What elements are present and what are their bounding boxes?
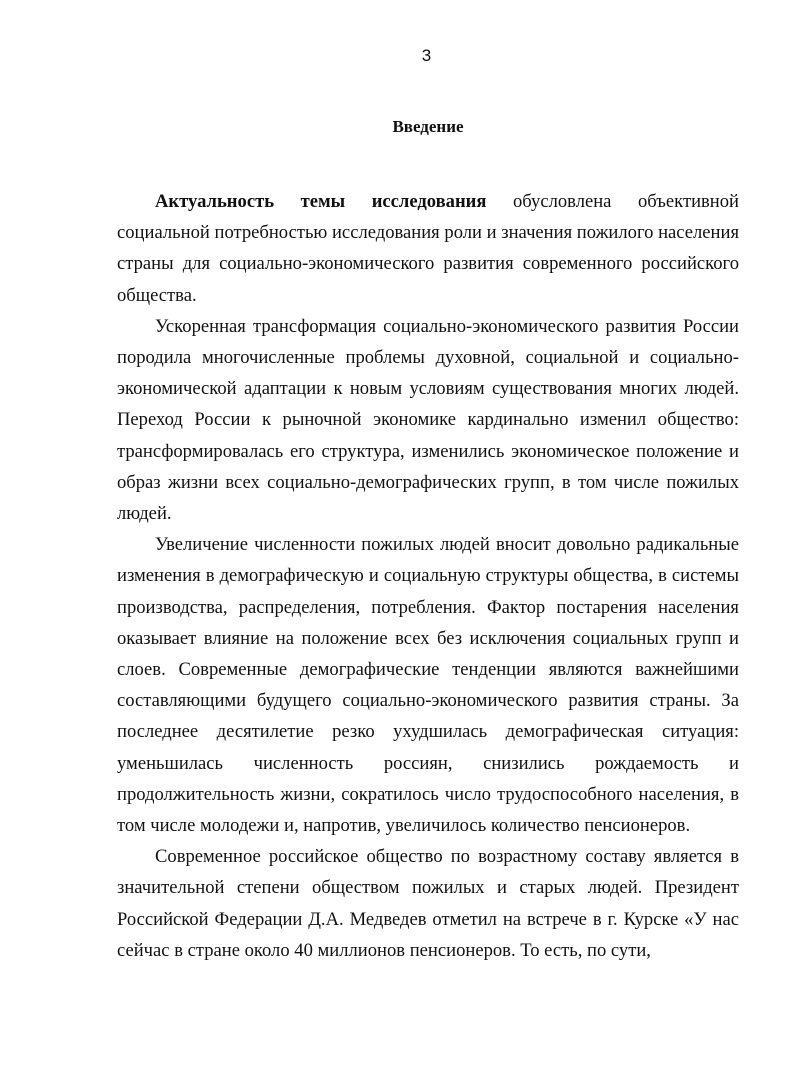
paragraph-transformation: Ускоренная трансформация социально-экономического развития России породила многочисленные проблемы духовной, социальной и социально-экономической адаптации к новым условиям существования многих людей. Переход России к рыночной экономике кардинально изменил общество: трансформировалась его структура, изменились экономическое положение и образ жизни всех социально-демографических групп, в том числе пожилых людей.	[117, 315, 739, 525]
page-number: 3	[421, 46, 432, 65]
paragraph-demographics: Увеличение численности пожилых людей вносит довольно радикальные изменения в демографическую и социальную структуры общества, в системы производства, распределения, потребления. Фактор постарения населения оказывает влияние на положение всех без исключения социальных групп и слоев. Современные демографические тенденции являются важнейшими составляющими будущего социально-экономического развития страны. За последнее десятилетие резко ухудшилась демографическая ситуация: уменьшилась численность россиян, снизились рождаемость и продолжительность жизни, сократилось число трудоспособного населения, в том числе молодежи и, напротив, увеличилось количество пенсионеров.	[117, 534, 739, 837]
paragraph-text: обусловлена объективной социальной потребностью исследования роли и значения пожилого населения страны для социально-экономического развития современного российского общества.	[117, 191, 739, 306]
paragraph-society: Современное российское общество по возрастному составу является в значительной степени обществом пожилых и старых людей. Президент Российской Федерации Д.А. Медведев отметил на встрече в г. Курске «У нас сейчас в стране около 40 миллионов пенсионеров. То есть, по сути,	[117, 846, 739, 961]
body-text	[117, 186, 739, 966]
section-heading: Введение	[392, 117, 464, 136]
paragraph-relevance	[117, 186, 739, 311]
paragraph-lead: Актуальность темы исследования	[155, 191, 487, 212]
